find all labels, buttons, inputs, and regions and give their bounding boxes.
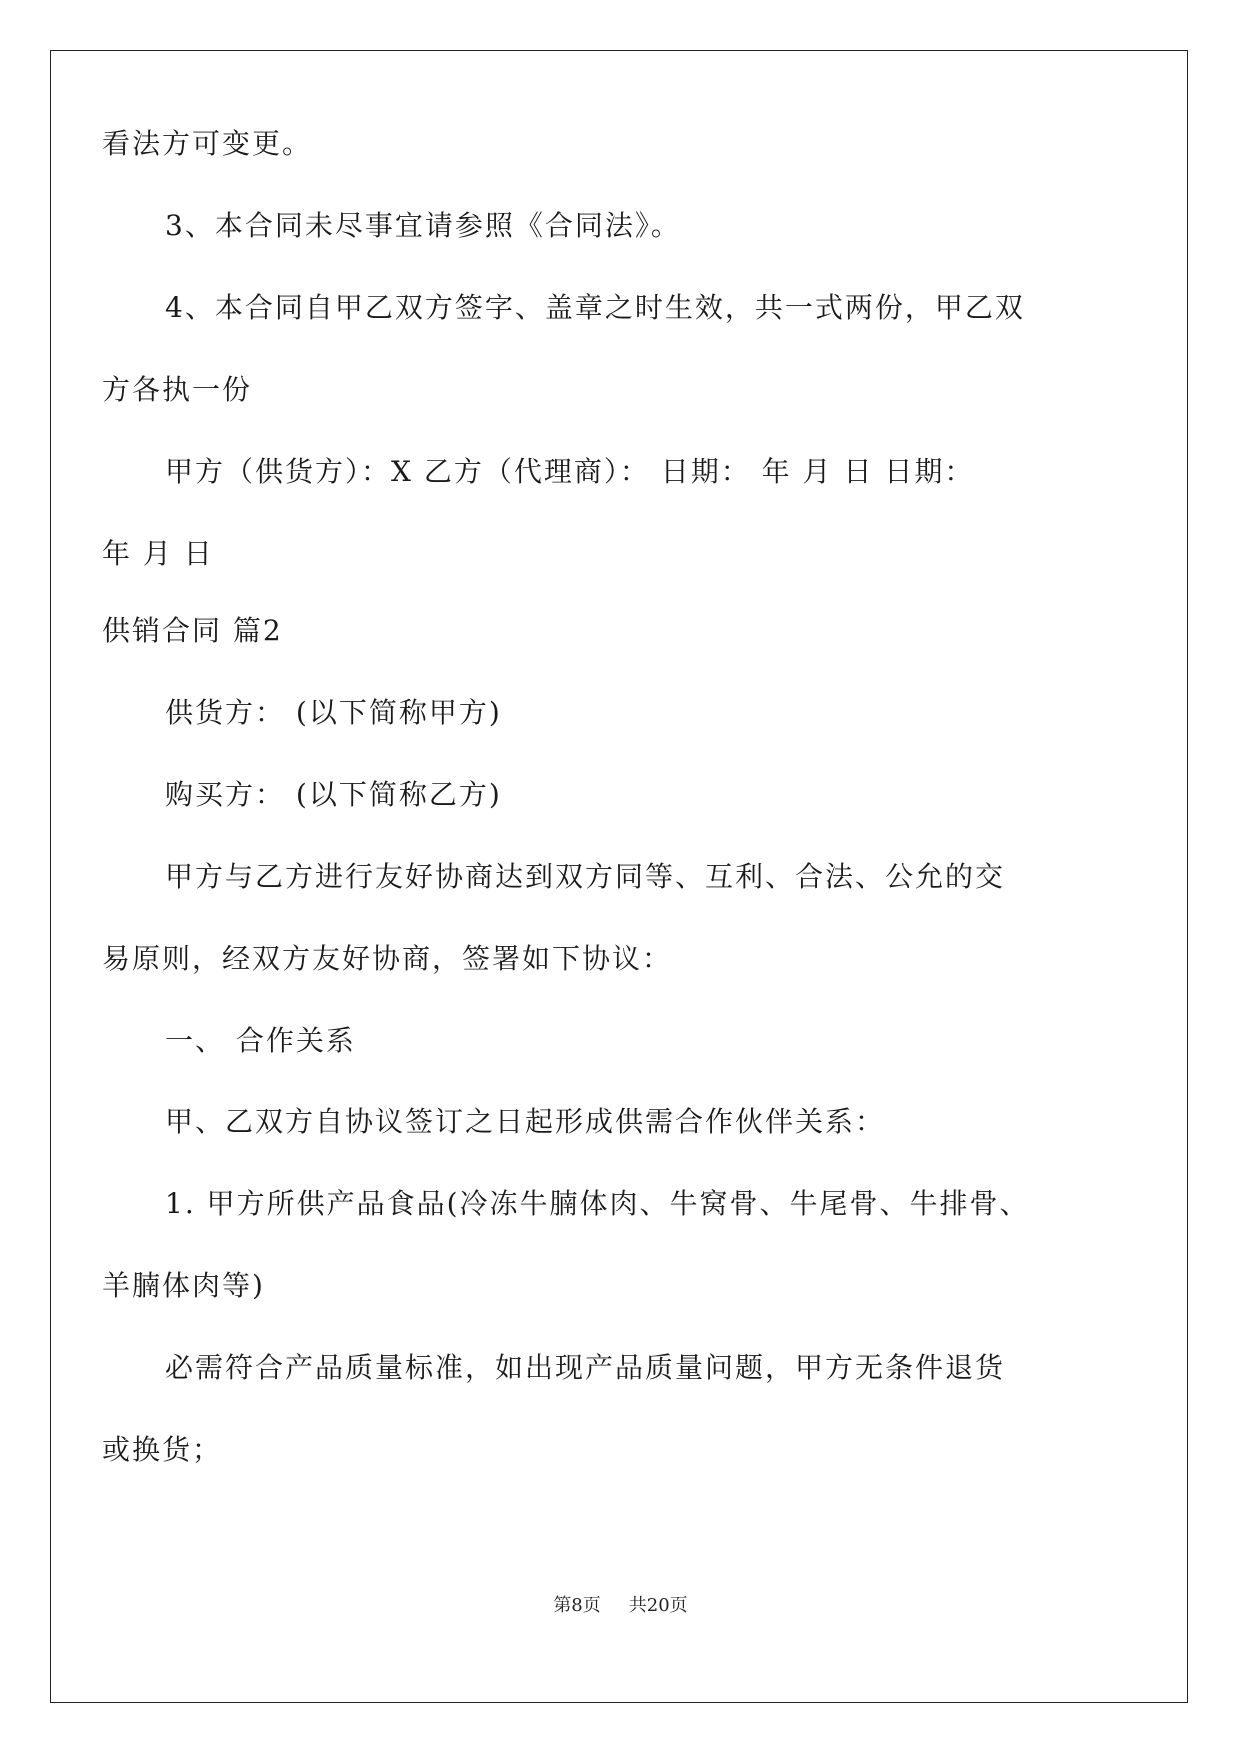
text-line: 或换货； — [102, 1433, 223, 1466]
text-line: 羊腩体肉等) — [102, 1269, 265, 1302]
text-line: 方各执一份 — [102, 373, 253, 406]
text-line: 1. 甲方所供产品食品(冷冻牛腩体肉、牛窝骨、牛尾骨、牛排骨、 — [165, 1187, 1030, 1220]
text-line: 甲方（供货方）：X 乙方（代理商）： 日期： 年 月 日 日期： — [165, 455, 975, 488]
text-line: 供货方： (以下简称甲方) — [165, 696, 502, 729]
text-line: 3、本合同未尽事宜请参照《合同法》。 — [165, 209, 681, 242]
page-total: 共20页 — [628, 1595, 688, 1616]
text-line: 购买方： (以下简称乙方) — [165, 778, 502, 811]
page-number: 第8页 — [553, 1595, 601, 1616]
text-line: 甲、乙双方自协议签订之日起形成供需合作伙伴关系： — [165, 1105, 886, 1138]
text-line: 甲方与乙方进行友好协商达到双方同等、互利、合法、公允的交 — [165, 860, 1006, 893]
text-line: 看法方可变更。 — [102, 127, 313, 160]
section-heading: 供销合同 篇2 — [102, 614, 283, 647]
text-line: 必需符合产品质量标准，如出现产品质量问题，甲方无条件退货 — [165, 1351, 1006, 1384]
text-line: 年 月 日 — [102, 537, 214, 570]
page-footer — [0, 1595, 1241, 1617]
text-line: 4、本合同自甲乙双方签字、盖章之时生效，共一式两份，甲乙双 — [165, 291, 1025, 324]
clause-heading: 一、 合作关系 — [165, 1024, 356, 1057]
text-line: 易原则，经双方友好协商，签署如下协议： — [102, 942, 673, 975]
